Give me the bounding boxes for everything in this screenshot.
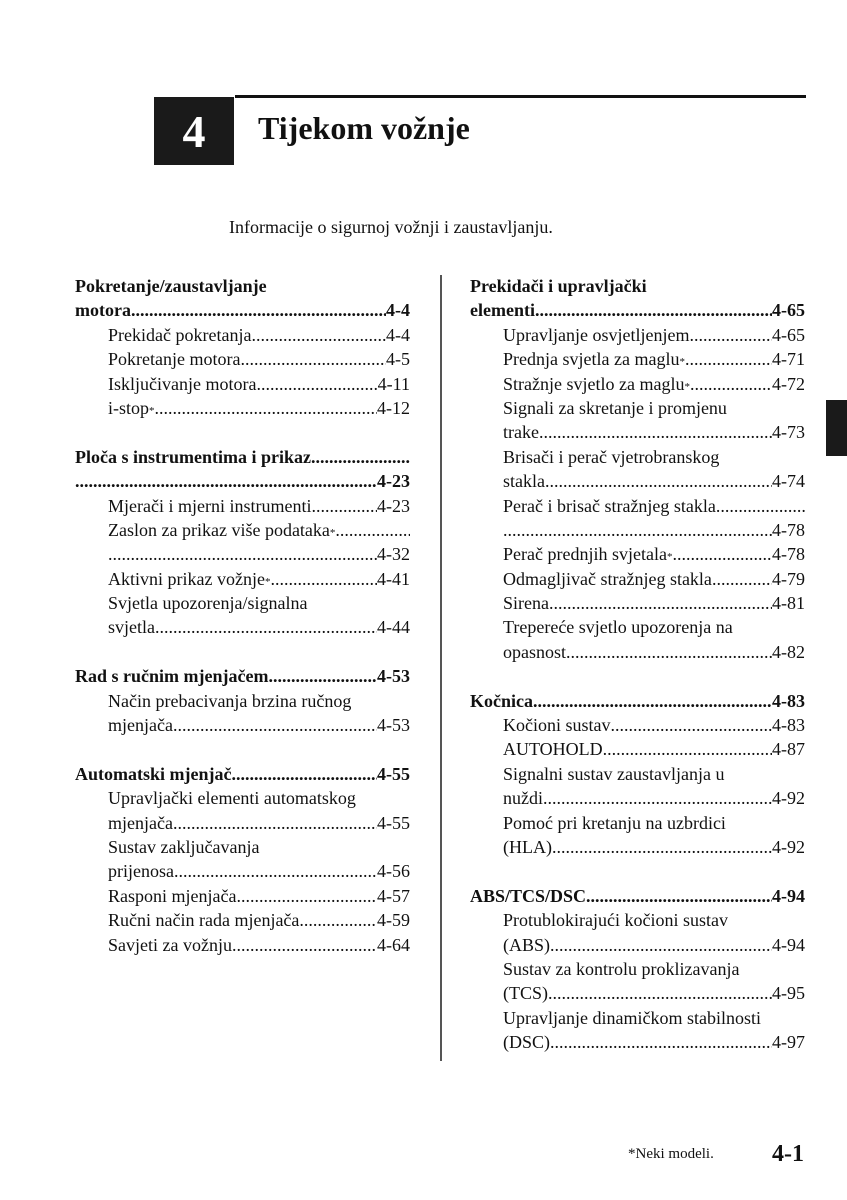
toc-dot-leader xyxy=(251,323,386,347)
toc-section-heading xyxy=(470,298,805,322)
toc-entry-text: Sirena xyxy=(503,593,549,614)
toc-page-ref: 4-44 xyxy=(377,617,410,638)
toc-dot-leader xyxy=(539,420,772,444)
toc-page-ref: 4-78 xyxy=(772,519,805,540)
toc-page-ref: 4-73 xyxy=(772,422,805,443)
toc-entry-text: Kočioni sustav xyxy=(503,715,611,736)
toc-page-ref: 4-53 xyxy=(377,715,410,736)
toc-entry-text: Perač prednjih svjetala xyxy=(503,544,667,565)
toc-dot-leader xyxy=(690,372,772,396)
toc-entry-text: Signali za skretanje i promjenu xyxy=(503,397,727,418)
chapter-title: Tijekom vožnje xyxy=(258,110,470,146)
toc-page-ref: 4-97 xyxy=(772,1032,805,1053)
toc-section-heading xyxy=(75,762,410,786)
toc-entry-text: Svjetla upozorenja/signalna xyxy=(108,593,308,614)
chapter-thumb-tab xyxy=(826,400,847,456)
toc-entry-text: ABS/TCS/DSC xyxy=(470,885,587,906)
toc-entry xyxy=(503,1006,805,1030)
toc-dot-leader xyxy=(299,908,377,932)
toc-entry xyxy=(108,786,410,810)
toc-page-ref: 4-74 xyxy=(772,471,805,492)
toc-entry-text: Pokretanje motora xyxy=(108,349,241,370)
toc-entry-text: Rasponi mjenjača xyxy=(108,885,237,906)
toc-page-ref: 4-81 xyxy=(772,593,805,614)
toc-page-ref: 4-72 xyxy=(772,373,805,394)
toc-entry-text: prijenosa xyxy=(108,861,174,882)
toc-entry-text: Perač i brisač stražnjeg stakla xyxy=(503,495,716,516)
toc-dot-leader xyxy=(566,640,772,664)
toc-dot-leader xyxy=(685,347,772,371)
toc-section-heading xyxy=(75,469,410,493)
toc-dot-leader xyxy=(173,713,377,737)
toc-entry-text: Upravljački elementi automatskog xyxy=(108,788,356,809)
toc-entry-text: Sustav za kontrolu proklizavanja xyxy=(503,958,740,979)
toc-entry xyxy=(108,884,410,908)
toc-entry xyxy=(108,323,410,347)
toc-entry xyxy=(503,981,805,1005)
toc-entry xyxy=(503,494,805,518)
toc-entry-text: elementi xyxy=(470,300,535,321)
toc-entry-text: (HLA) xyxy=(503,836,552,857)
toc-page-ref: 4-5 xyxy=(386,349,410,370)
toc-entry-text: Aktivni prikaz vožnje xyxy=(108,568,265,589)
toc-entry xyxy=(503,908,805,932)
toc-dot-leader xyxy=(268,664,377,688)
toc-entry xyxy=(108,933,410,957)
toc-dot-leader xyxy=(131,298,386,322)
toc-page-ref: 4-87 xyxy=(772,739,805,760)
toc-dot-leader xyxy=(533,689,772,713)
toc-left-column xyxy=(75,274,410,957)
toc-section-heading xyxy=(75,274,410,298)
toc-dot-leader xyxy=(548,981,772,1005)
toc-entry: Zaslon za prikaz više podataka * ..... xyxy=(108,518,410,542)
toc-right-column xyxy=(470,274,805,1055)
toc-dot-leader xyxy=(270,567,377,591)
toc-page-ref: 4-78 xyxy=(772,544,805,565)
chapter-header-rule xyxy=(235,95,806,98)
toc-dot-leader xyxy=(173,811,377,835)
toc-entry xyxy=(108,347,410,371)
toc-entry-text: nuždi xyxy=(503,788,543,809)
toc-dot-leader xyxy=(545,469,772,493)
toc-dot-leader xyxy=(335,518,410,542)
toc-entry-text: Odmagljivač stražnjeg stakla xyxy=(503,568,712,589)
toc-entry-text: Mjerači i mjerni instrumenti xyxy=(108,495,312,516)
toc-page-ref: 4-23 xyxy=(377,471,410,492)
toc-entry xyxy=(108,372,410,396)
toc-entry-text: AUTOHOLD xyxy=(503,739,603,760)
toc-entry xyxy=(503,518,805,542)
toc-entry-text: Prekidači i upravljački xyxy=(470,276,647,296)
column-divider xyxy=(440,275,442,1061)
toc-entry xyxy=(503,567,805,591)
toc-entry-text: Stražnje svjetlo za maglu xyxy=(503,373,685,394)
toc-entry xyxy=(108,713,410,737)
toc-entry-text: Protublokirajući kočioni sustav xyxy=(503,910,728,931)
toc-page-ref: 4-4 xyxy=(386,300,410,321)
toc-dot-leader xyxy=(552,835,772,859)
toc-gap xyxy=(75,737,410,761)
toc-page-ref: 4-55 xyxy=(377,763,410,784)
toc-entry-text: Zaslon za prikaz više podataka xyxy=(108,519,330,540)
toc-page-ref: 4-92 xyxy=(772,836,805,857)
toc-dot-leader xyxy=(231,762,377,786)
toc-dot-leader xyxy=(611,713,773,737)
toc-entry-text: mjenjača xyxy=(108,812,173,833)
toc-dot-leader xyxy=(550,1030,772,1054)
toc-entry-text: Trepereće svjetlo upozorenja na xyxy=(503,617,733,638)
toc-entry: i-stop * ..... 4-12 xyxy=(108,396,410,420)
toc-dot-leader xyxy=(543,786,772,810)
toc-entry: Stražnje svjetlo za maglu * ..... 4-72 xyxy=(503,372,805,396)
toc-entry-text: Upravljanje dinamičkom stabilnosti xyxy=(503,1007,761,1028)
toc-entry-text: Prekidač pokretanja xyxy=(108,324,252,345)
toc-page-ref: 4-11 xyxy=(377,373,410,394)
toc-entry-text: Savjeti za vožnju xyxy=(108,934,232,955)
toc-entry xyxy=(503,713,805,737)
toc-entry-text: Način prebacivanja brzina ručnog xyxy=(108,690,352,711)
toc-entry xyxy=(503,591,805,615)
toc-dot-leader xyxy=(108,542,377,566)
toc-dot-leader xyxy=(603,737,772,761)
toc-entry xyxy=(503,957,805,981)
toc-entry-text: Kočnica xyxy=(470,690,533,711)
toc-entry-text: i-stop xyxy=(108,397,150,418)
toc-dot-leader xyxy=(535,298,772,322)
toc-section-heading xyxy=(75,664,410,688)
toc-entry xyxy=(503,811,805,835)
toc-dot-leader xyxy=(712,567,772,591)
toc-entry-text: Sustav zaključavanja xyxy=(108,836,260,857)
toc-entry xyxy=(108,494,410,518)
toc-page-ref: 4-94 xyxy=(772,885,805,906)
toc-dot-leader xyxy=(155,396,377,420)
toc-entry xyxy=(503,615,805,639)
toc-dot-leader xyxy=(550,933,772,957)
toc-dot-leader xyxy=(549,591,772,615)
chapter-number-box: 4 xyxy=(154,97,234,165)
toc-entry xyxy=(503,640,805,664)
chapter-subtitle: Informacije o sigurnoj vožnji i zaustavljanju. xyxy=(229,217,553,237)
toc-entry-text: Automatski mjenjač xyxy=(75,763,232,784)
toc-page-ref: 4-57 xyxy=(377,885,410,906)
toc-page-ref: 4-4 xyxy=(386,324,410,345)
toc-page-ref: 4-92 xyxy=(772,788,805,809)
toc-entry xyxy=(108,859,410,883)
toc-entry-text: opasnost xyxy=(503,641,566,662)
toc-entry-text: stakla xyxy=(503,471,545,492)
toc-page-ref: 4-53 xyxy=(377,666,410,687)
toc-gap xyxy=(75,420,410,444)
toc-section-heading xyxy=(75,298,410,322)
toc-page-ref: 4-65 xyxy=(772,300,805,321)
toc-entry xyxy=(503,786,805,810)
toc-dot-leader xyxy=(311,445,410,469)
toc-dot-leader xyxy=(236,884,377,908)
toc-entry: Aktivni prikaz vožnje * ..... 4-41 xyxy=(108,567,410,591)
toc-entry xyxy=(503,323,805,347)
toc-entry-text: trake xyxy=(503,422,539,443)
toc-entry: Prednja svjetla za maglu * ..... 4-71 xyxy=(503,347,805,371)
toc-page-ref: 4-41 xyxy=(377,568,410,589)
toc-entry-text: Prednja svjetla za maglu xyxy=(503,349,680,370)
toc-dot-leader xyxy=(174,859,377,883)
toc-entry xyxy=(503,396,805,420)
toc-page-ref: 4-83 xyxy=(772,690,805,711)
toc-gap xyxy=(470,664,805,688)
toc-entry-text: Isključivanje motora xyxy=(108,373,257,394)
toc-dot-leader xyxy=(155,615,377,639)
toc-page-ref: 4-65 xyxy=(772,324,805,345)
toc-entry xyxy=(108,835,410,859)
toc-entry-text: (ABS) xyxy=(503,934,551,955)
toc-entry-text: Ploča s instrumentima i prikaz xyxy=(75,446,311,467)
toc-entry xyxy=(503,933,805,957)
toc-gap xyxy=(470,859,805,883)
toc-dot-leader xyxy=(75,469,377,493)
toc-entry-text: mjenjača xyxy=(108,715,173,736)
toc-entry-text: Pokretanje/zaustavljanje xyxy=(75,276,267,296)
toc-page-ref: 4-71 xyxy=(772,349,805,370)
toc-dot-leader xyxy=(240,347,386,371)
toc-entry-text: (TCS) xyxy=(503,983,548,1004)
toc-entry-text: Rad s ručnim mjenjačem xyxy=(75,666,269,687)
toc-dot-leader xyxy=(232,933,377,957)
page-number: 4-1 xyxy=(772,1141,804,1167)
toc-page-ref: 4-64 xyxy=(377,934,410,955)
toc-entry xyxy=(108,689,410,713)
toc-entry-text: Signalni sustav zaustavljanja u xyxy=(503,763,725,784)
toc-dot-leader xyxy=(311,494,377,518)
toc-dot-leader xyxy=(256,372,377,396)
toc-page-ref: 4-55 xyxy=(377,812,410,833)
toc-entry xyxy=(503,1030,805,1054)
toc-page-ref: 4-82 xyxy=(772,641,805,662)
toc-entry xyxy=(108,591,410,615)
toc-entry-text: Pomoć pri kretanju na uzbrdici xyxy=(503,812,726,833)
toc-dot-leader xyxy=(689,323,772,347)
toc-section-heading xyxy=(470,884,805,908)
toc-entry xyxy=(503,469,805,493)
toc-page-ref: 4-79 xyxy=(772,568,805,589)
toc-page-ref: 4-23 xyxy=(377,495,410,516)
toc-entry xyxy=(503,762,805,786)
toc-page-ref: 4-56 xyxy=(377,861,410,882)
toc-entry-text: (DSC) xyxy=(503,1032,551,1053)
toc-page-ref: 4-12 xyxy=(377,397,410,418)
toc-section-heading xyxy=(470,274,805,298)
toc-dot-leader xyxy=(716,494,805,518)
toc-entry-text: motora xyxy=(75,300,131,321)
toc-entry-text: svjetla xyxy=(108,617,155,638)
toc-entry xyxy=(108,542,410,566)
toc-dot-leader xyxy=(586,884,772,908)
toc-entry xyxy=(503,445,805,469)
toc-page-ref: 4-83 xyxy=(772,715,805,736)
toc-section-heading xyxy=(75,445,410,469)
toc-page-ref: 4-95 xyxy=(772,983,805,1004)
toc-entry xyxy=(503,835,805,859)
toc-entry xyxy=(503,420,805,444)
toc-entry-text: Brisači i perač vjetrobranskog xyxy=(503,446,720,467)
footnote: *Neki modeli. xyxy=(628,1146,714,1162)
toc-page-ref: 4-59 xyxy=(377,910,410,931)
toc-entry xyxy=(108,811,410,835)
toc-gap xyxy=(75,640,410,664)
toc-page-ref: 4-32 xyxy=(377,544,410,565)
toc-page-ref: 4-94 xyxy=(772,934,805,955)
toc-dot-leader xyxy=(503,518,772,542)
toc-section-heading xyxy=(470,689,805,713)
toc-entry-text: Upravljanje osvjetljenjem xyxy=(503,324,690,345)
toc-entry xyxy=(108,615,410,639)
toc-entry-text: Ručni način rada mjenjača xyxy=(108,910,300,931)
toc-dot-leader xyxy=(672,542,772,566)
toc-entry xyxy=(503,737,805,761)
toc-entry: Perač prednjih svjetala * ..... 4-78 xyxy=(503,542,805,566)
toc-entry xyxy=(108,908,410,932)
